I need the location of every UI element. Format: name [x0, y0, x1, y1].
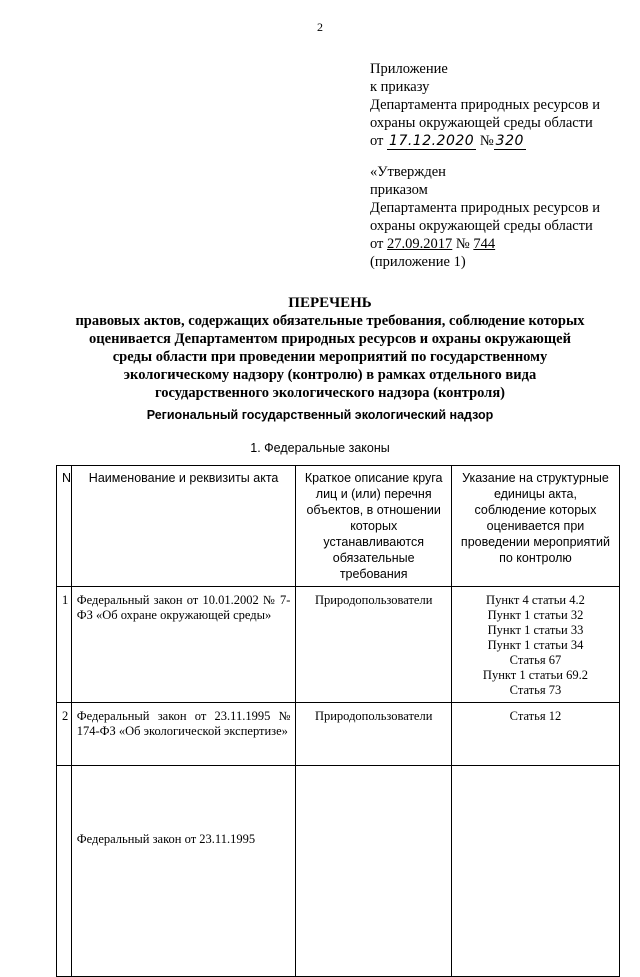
reference-item: Статья 12	[509, 709, 562, 723]
act-references	[451, 766, 619, 977]
header-ref: Указание на структурные единицы акта, соблюдение которых оценивается при проведении мероприятий по контролю	[451, 466, 619, 587]
appendix-order-line	[370, 132, 630, 150]
act-name: Федеральный закон от 23.11.1995 № 174-ФЗ «Об экологической экспертизе»	[71, 703, 296, 766]
header-n: N	[57, 466, 72, 587]
approved-order-line	[370, 235, 630, 253]
act-name: Федеральный закон от 23.11.1995	[71, 766, 296, 977]
reference-item: Статья 73	[509, 683, 562, 697]
page-number: 2	[317, 20, 323, 34]
from-label: от	[370, 236, 384, 252]
title-main: ПЕРЕЧЕНЬ	[288, 295, 372, 311]
reference-item: Пункт 4 статьи 4.2	[486, 593, 585, 607]
appendix-block	[370, 60, 630, 150]
header-name: Наименование и реквизиты акта	[71, 466, 296, 587]
row-number	[57, 766, 72, 977]
approved-date: 27.09.2017	[387, 236, 453, 252]
appendix-line: Приложение	[370, 61, 448, 77]
handwritten-order-date: 17.12.2020	[389, 133, 475, 149]
act-name: Федеральный закон от 10.01.2002 № 7-ФЗ «Об охране окружающей среды»	[71, 587, 296, 703]
approved-number: 744	[473, 236, 496, 252]
row-number: 2	[57, 703, 72, 766]
approved-line: приказом	[370, 182, 428, 198]
section-heading: 1. Федеральные законы	[250, 441, 390, 455]
table-row	[57, 703, 620, 766]
act-references	[451, 587, 619, 703]
title-line: оценивается Департаментом природных ресурсов и охраны окружающей	[89, 331, 571, 347]
acts-table	[56, 465, 620, 977]
approved-line: Департамента природных ресурсов и	[370, 200, 600, 216]
number-label: №	[455, 236, 470, 252]
row-number: 1	[57, 587, 72, 703]
approved-block	[370, 163, 630, 271]
act-description: Природопользователи	[296, 703, 451, 766]
act-description: Природопользователи	[296, 587, 451, 703]
subtitle: Региональный государственный экологический надзор	[146, 408, 494, 422]
reference-item: Пункт 1 статьи 69.2	[482, 668, 588, 682]
table-header-row	[57, 466, 620, 587]
table-row	[57, 766, 620, 977]
title-line: экологическому надзору (контролю) в рамках отдельного вида	[123, 367, 537, 383]
appendix-line: к приказу	[370, 79, 430, 95]
reference-item: Статья 67	[509, 653, 562, 667]
header-desc: Краткое описание круга лиц и (или) перечня объектов, в отношении которых устанавливаются обязательные требования	[296, 466, 451, 587]
from-label: от	[370, 133, 384, 149]
appendix-line: охраны окружающей среды области	[370, 115, 593, 131]
handwritten-order-number: 320	[495, 133, 524, 149]
act-description	[296, 766, 451, 977]
title-line: государственного экологического надзора (контроля)	[154, 385, 505, 401]
table-row	[57, 587, 620, 703]
reference-item: Пункт 1 статьи 33	[487, 623, 584, 637]
act-references	[451, 703, 619, 766]
approved-line: охраны окружающей среды области	[370, 218, 593, 234]
reference-item: Пункт 1 статьи 34	[487, 638, 584, 652]
title-line: среды области при проведении мероприятий по государственному	[112, 349, 548, 365]
document-title	[40, 294, 620, 402]
appendix-line: Департамента природных ресурсов и	[370, 97, 600, 113]
approved-line: «Утвержден	[370, 164, 446, 180]
approved-note: (приложение 1)	[370, 254, 466, 270]
reference-item: Пункт 1 статьи 32	[487, 608, 584, 622]
number-label: №	[479, 133, 494, 149]
title-line: правовых актов, содержащих обязательные требования, соблюдение которых	[75, 313, 585, 329]
